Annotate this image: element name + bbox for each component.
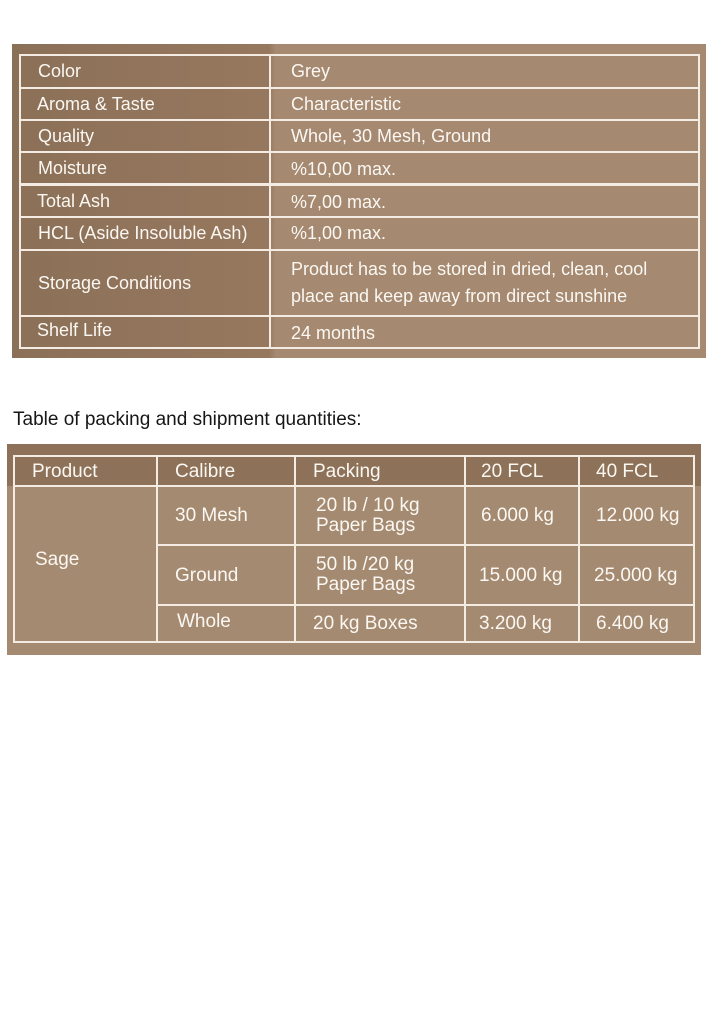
spec-value-moisture: %10,00 max. xyxy=(269,151,700,185)
spec-label-aroma-taste: Aroma & Taste xyxy=(19,87,271,121)
spec-value-aroma-taste: Characteristic xyxy=(269,87,700,121)
fcl40-ground: 25.000 kg xyxy=(578,544,695,606)
fcl20-whole: 3.200 kg xyxy=(464,604,580,643)
spec-label-hcl: HCL (Aside Insoluble Ash) xyxy=(19,216,271,251)
calibre-whole: Whole xyxy=(156,604,296,643)
spec-label-moisture: Moisture xyxy=(19,151,271,185)
packing-line1: 50 lb /20 kg xyxy=(316,554,415,575)
spec-value-color: Grey xyxy=(269,54,700,89)
spec-value-quality: Whole, 30 Mesh, Ground xyxy=(269,119,700,153)
packing-line2: Paper Bags xyxy=(316,574,416,595)
spec-value-total-ash: %7,00 max. xyxy=(269,184,700,218)
header-40-fcl: 40 FCL xyxy=(578,455,695,487)
fcl20-ground: 15.000 kg xyxy=(464,544,580,606)
spec-value-hcl: %1,00 max. xyxy=(269,216,700,251)
packing-cell-ground xyxy=(294,544,466,606)
packing-line2: Paper Bags xyxy=(316,514,416,536)
spec-value-shelf-life: 24 months xyxy=(269,315,700,349)
header-packing: Packing xyxy=(294,455,466,487)
spec-label-total-ash: Total Ash xyxy=(19,184,271,218)
fcl20-30-mesh: 6.000 kg xyxy=(464,485,580,546)
packing-cell-30-mesh xyxy=(294,485,466,546)
packing-line1: 20 lb / 10 kg xyxy=(316,494,420,516)
calibre-ground: Ground xyxy=(156,544,296,606)
header-product: Product xyxy=(13,455,158,487)
spec-value-storage-conditions: Product has to be stored in dried, clean, cool place and keep away from direct sunshine xyxy=(269,249,700,317)
header-20-fcl: 20 FCL xyxy=(464,455,580,487)
fcl40-whole: 6.400 kg xyxy=(578,604,695,643)
spec-label-shelf-life: Shelf Life xyxy=(19,315,271,349)
packing-table xyxy=(7,444,701,655)
header-calibre: Calibre xyxy=(156,455,296,487)
spec-label-quality: Quality xyxy=(19,119,271,153)
packing-cell-whole: 20 kg Boxes xyxy=(294,604,466,643)
calibre-30-mesh: 30 Mesh xyxy=(156,485,296,546)
fcl40-30-mesh: 12.000 kg xyxy=(578,485,695,546)
spec-label-color: Color xyxy=(19,54,271,89)
spec-label-storage-conditions: Storage Conditions xyxy=(19,249,271,317)
specification-table xyxy=(12,44,706,358)
packing-table-title: Table of packing and shipment quantities: xyxy=(13,409,362,430)
product-cell-sage: Sage xyxy=(13,485,158,643)
